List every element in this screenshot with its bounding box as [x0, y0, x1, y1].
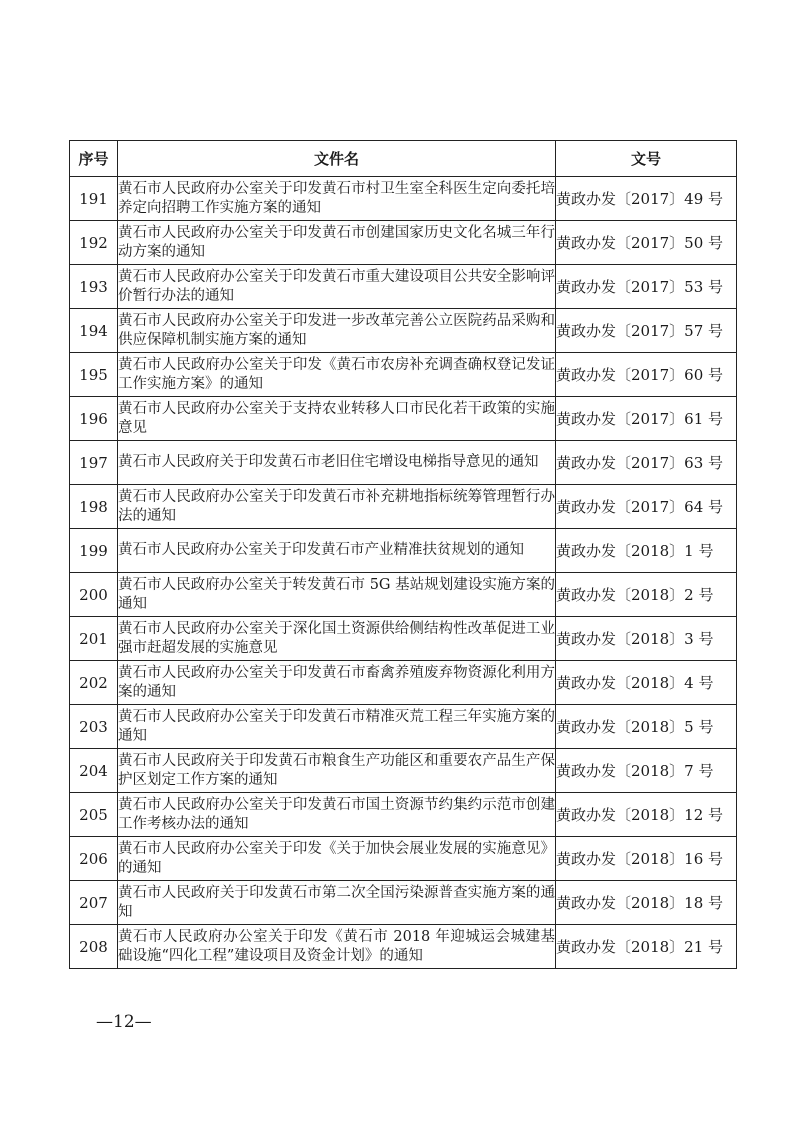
table-row	[70, 617, 737, 661]
table-row	[70, 353, 737, 397]
row-number: 206	[70, 837, 118, 881]
document-reference: 黄政办发〔2018〕2 号	[556, 573, 737, 617]
document-title: 黄石市人民政府办公室关于印发《黄石市农房补充调查确权登记发证工作实施方案》的通知	[118, 353, 556, 397]
header-title: 文件名	[118, 141, 556, 177]
row-number: 207	[70, 881, 118, 925]
document-title: 黄石市人民政府办公室关于印发黄石市畜禽养殖废弃物资源化利用方案的通知	[118, 661, 556, 705]
document-reference: 黄政办发〔2017〕53 号	[556, 265, 737, 309]
table-row	[70, 705, 737, 749]
table-row	[70, 529, 737, 573]
document-reference: 黄政办发〔2018〕3 号	[556, 617, 737, 661]
document-title: 黄石市人民政府办公室关于印发黄石市产业精准扶贫规划的通知	[118, 529, 556, 573]
header-no: 序号	[70, 141, 118, 177]
table-row	[70, 221, 737, 265]
table-row	[70, 265, 737, 309]
document-reference: 黄政办发〔2017〕49 号	[556, 177, 737, 221]
row-number: 196	[70, 397, 118, 441]
row-number: 205	[70, 793, 118, 837]
document-title: 黄石市人民政府办公室关于支持农业转移人口市民化若干政策的实施意见	[118, 397, 556, 441]
document-reference: 黄政办发〔2017〕60 号	[556, 353, 737, 397]
table-row	[70, 837, 737, 881]
table-row	[70, 661, 737, 705]
document-title: 黄石市人民政府办公室关于印发黄石市国土资源节约集约示范市创建工作考核办法的通知	[118, 793, 556, 837]
table-row	[70, 397, 737, 441]
document-title: 黄石市人民政府办公室关于印发黄石市重大建设项目公共安全影响评价暂行办法的通知	[118, 265, 556, 309]
row-number: 200	[70, 573, 118, 617]
row-number: 192	[70, 221, 118, 265]
document-reference: 黄政办发〔2017〕61 号	[556, 397, 737, 441]
document-reference: 黄政办发〔2018〕16 号	[556, 837, 737, 881]
table-row	[70, 177, 737, 221]
table-body	[70, 177, 737, 969]
row-number: 204	[70, 749, 118, 793]
document-reference: 黄政办发〔2018〕5 号	[556, 705, 737, 749]
row-number: 199	[70, 529, 118, 573]
table-row	[70, 925, 737, 969]
document-title: 黄石市人民政府办公室关于深化国土资源供给侧结构性改革促进工业强市赶超发展的实施意见	[118, 617, 556, 661]
table-header-row	[70, 141, 737, 177]
row-number: 191	[70, 177, 118, 221]
document-reference: 黄政办发〔2018〕1 号	[556, 529, 737, 573]
document-title: 黄石市人民政府办公室关于印发黄石市补充耕地指标统筹管理暂行办法的通知	[118, 485, 556, 529]
row-number: 201	[70, 617, 118, 661]
table-row	[70, 573, 737, 617]
document-title: 黄石市人民政府关于印发黄石市粮食生产功能区和重要农产品生产保护区划定工作方案的通知	[118, 749, 556, 793]
document-title: 黄石市人民政府办公室关于印发进一步改革完善公立医院药品采购和供应保障机制实施方案的通知	[118, 309, 556, 353]
row-number: 198	[70, 485, 118, 529]
table-row	[70, 881, 737, 925]
table-row	[70, 749, 737, 793]
row-number: 194	[70, 309, 118, 353]
document-reference: 黄政办发〔2017〕63 号	[556, 441, 737, 485]
row-number: 195	[70, 353, 118, 397]
document-title: 黄石市人民政府办公室关于印发《黄石市 2018 年迎城运会城建基础设施“四化工程”建设项目及资金计划》的通知	[118, 925, 556, 969]
document-reference: 黄政办发〔2017〕50 号	[556, 221, 737, 265]
row-number: 208	[70, 925, 118, 969]
document-title: 黄石市人民政府关于印发黄石市老旧住宅增设电梯指导意见的通知	[118, 441, 556, 485]
row-number: 202	[70, 661, 118, 705]
document-reference: 黄政办发〔2017〕64 号	[556, 485, 737, 529]
row-number: 197	[70, 441, 118, 485]
table-row	[70, 309, 737, 353]
document-reference: 黄政办发〔2018〕7 号	[556, 749, 737, 793]
header-ref: 文号	[556, 141, 737, 177]
document-title: 黄石市人民政府办公室关于印发《关于加快会展业发展的实施意见》的通知	[118, 837, 556, 881]
page-number: —12—	[96, 1012, 152, 1032]
row-number: 193	[70, 265, 118, 309]
document-table	[69, 140, 737, 969]
table-row	[70, 793, 737, 837]
document-title: 黄石市人民政府办公室关于印发黄石市精准灭荒工程三年实施方案的通知	[118, 705, 556, 749]
document-reference: 黄政办发〔2017〕57 号	[556, 309, 737, 353]
document-title: 黄石市人民政府关于印发黄石市第二次全国污染源普查实施方案的通知	[118, 881, 556, 925]
document-reference: 黄政办发〔2018〕21 号	[556, 925, 737, 969]
document-title: 黄石市人民政府办公室关于印发黄石市村卫生室全科医生定向委托培养定向招聘工作实施方案的通知	[118, 177, 556, 221]
table-row	[70, 485, 737, 529]
document-reference: 黄政办发〔2018〕12 号	[556, 793, 737, 837]
row-number: 203	[70, 705, 118, 749]
document-reference: 黄政办发〔2018〕18 号	[556, 881, 737, 925]
document-reference: 黄政办发〔2018〕4 号	[556, 661, 737, 705]
document-title: 黄石市人民政府办公室关于转发黄石市 5G 基站规划建设实施方案的通知	[118, 573, 556, 617]
table-row	[70, 441, 737, 485]
document-title: 黄石市人民政府办公室关于印发黄石市创建国家历史文化名城三年行动方案的通知	[118, 221, 556, 265]
